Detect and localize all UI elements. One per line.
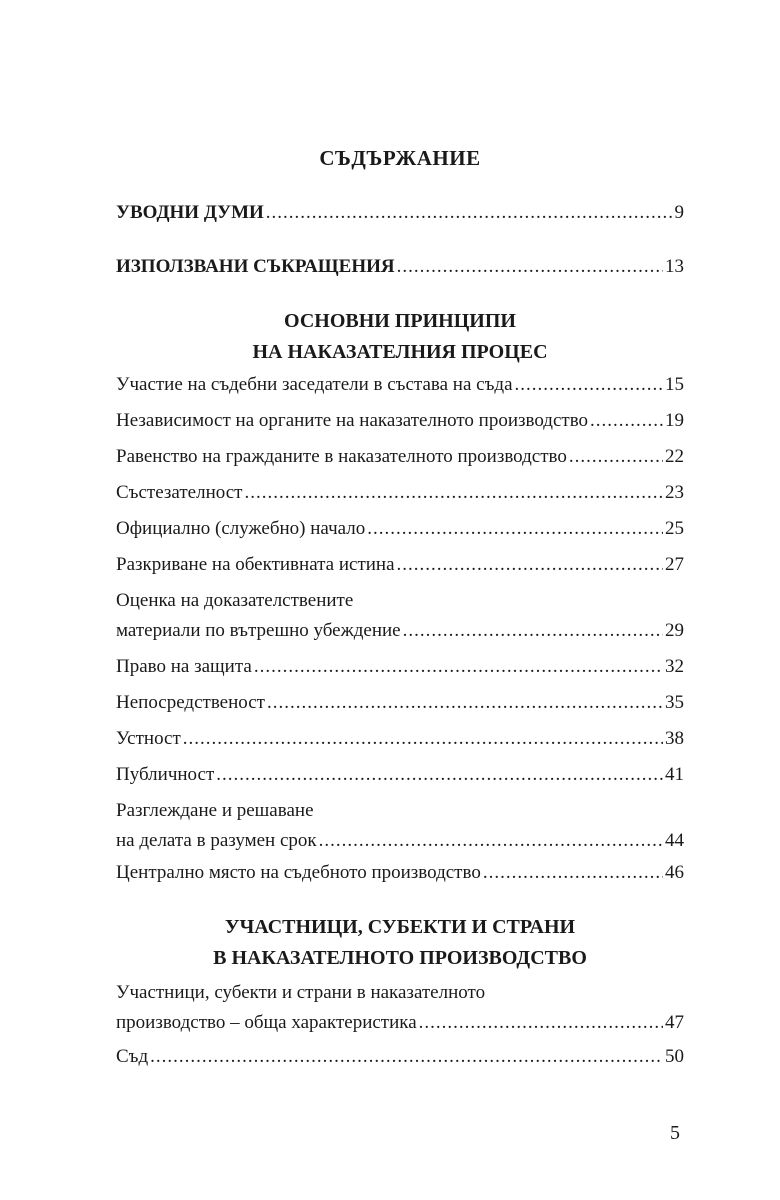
- toc-entry-text: на делата в разумен срок: [116, 830, 317, 851]
- toc-leader-dots: [183, 724, 663, 754]
- toc-page-number: 9: [674, 202, 684, 223]
- toc-title: СЪДЪРЖАНИЕ: [319, 146, 481, 170]
- toc-page-number: 50: [665, 1046, 684, 1067]
- toc-page-number: 41: [665, 764, 684, 785]
- toc-page-number: 46: [665, 862, 684, 883]
- toc-entry: [116, 688, 684, 718]
- toc-page-number: 23: [665, 482, 684, 503]
- page-number: 5: [670, 1122, 680, 1144]
- toc-entry-text: Централно място на съдебното производство: [116, 862, 481, 883]
- toc-page-number: 22: [665, 446, 684, 467]
- toc-entry-text: Публичност: [116, 764, 215, 785]
- toc-entry-text: Състезателност: [116, 482, 243, 503]
- toc-leader-dots: [216, 760, 663, 790]
- toc-entry: [116, 478, 684, 508]
- toc-entry-text: Непосредственост: [116, 692, 265, 713]
- toc-entry-text: УВОДНИ ДУМИ: [116, 202, 264, 223]
- toc-leader-dots: [150, 1042, 663, 1072]
- toc-entry-text: Право на защита: [116, 656, 252, 677]
- toc-page-number: 29: [665, 620, 684, 641]
- section-title-line: УЧАСТНИЦИ, СУБЕКТИ И СТРАНИ: [224, 916, 576, 938]
- toc-entry: [116, 442, 684, 472]
- toc-page-number: 13: [665, 256, 684, 277]
- section-title-participants: [116, 912, 684, 974]
- toc-page-number: 44: [665, 830, 684, 851]
- toc-entry: [116, 724, 684, 754]
- toc-entry-text: Участие на съдебни заседатели в състава на съда: [116, 374, 513, 395]
- toc-entry-text: производство – обща характеристика: [116, 1012, 417, 1033]
- toc-entry: [116, 406, 684, 436]
- toc-leader-dots: [515, 370, 663, 400]
- toc-entry-introduction: [116, 198, 684, 228]
- section-title-line: ОСНОВНИ ПРИНЦИПИ: [284, 310, 516, 332]
- toc-leader-dots: [244, 478, 663, 508]
- toc-entry-abbreviations: [116, 252, 684, 282]
- toc-entry: [116, 978, 684, 1038]
- toc-leader-dots: [397, 550, 663, 580]
- toc-entry-text-first-line: Разглеждане и решаване: [116, 800, 314, 821]
- toc-leader-dots: [590, 406, 663, 436]
- section-title-principles: [116, 306, 684, 368]
- toc-entry-text: Равенство на гражданите в наказателното производство: [116, 446, 567, 467]
- section-title-line: В НАКАЗАТЕЛНОТО ПРОИЗВОДСТВО: [213, 947, 587, 969]
- toc-entry-text: Официално (служебно) начало: [116, 518, 366, 539]
- toc-leader-dots: [419, 1008, 663, 1038]
- toc-leader-dots: [367, 514, 663, 544]
- toc-entry: [116, 550, 684, 580]
- toc-page-number: 19: [665, 410, 684, 431]
- toc-leader-dots: [267, 688, 663, 718]
- toc-entry: [116, 652, 684, 682]
- toc-entry: [116, 1042, 684, 1072]
- toc-entry-text-first-line: Оценка на доказателствените: [116, 590, 354, 611]
- toc-leader-dots: [319, 826, 663, 856]
- toc-leader-dots: [254, 652, 663, 682]
- toc-entry-text: Независимост на органите на наказателното производство: [116, 410, 589, 431]
- toc-entry-text: ИЗПОЛЗВАНИ СЪКРАЩЕНИЯ: [116, 256, 395, 277]
- toc-leader-dots: [403, 616, 663, 646]
- toc-page-number: 32: [665, 656, 684, 677]
- toc-page-number: 35: [665, 692, 684, 713]
- toc-leader-dots: [569, 442, 663, 472]
- toc-entry-text-first-line: Участници, субекти и страни в наказателното: [116, 982, 486, 1003]
- toc-entry: [116, 370, 684, 400]
- toc-page-number: 15: [665, 374, 684, 395]
- toc-leader-dots: [266, 198, 673, 228]
- toc-entry: [116, 514, 684, 544]
- toc-entry-text: материали по вътрешно убеждение: [116, 620, 401, 641]
- toc-entry-text: Съд: [116, 1046, 149, 1067]
- toc-entry: [116, 760, 684, 790]
- toc-entry: [116, 586, 684, 646]
- section-title-line: НА НАКАЗАТЕЛНИЯ ПРОЦЕС: [252, 341, 548, 363]
- toc-page-number: 38: [665, 728, 684, 749]
- toc-leader-dots: [397, 252, 663, 282]
- toc-entry-text: Устност: [116, 728, 181, 749]
- toc-entry: [116, 858, 684, 888]
- toc-page-number: 47: [665, 1012, 684, 1033]
- toc-leader-dots: [483, 858, 663, 888]
- toc-entry: [116, 796, 684, 856]
- toc-page-number: 27: [665, 554, 684, 575]
- toc-page-number: 25: [665, 518, 684, 539]
- toc-entry-text: Разкриване на обективната истина: [116, 554, 395, 575]
